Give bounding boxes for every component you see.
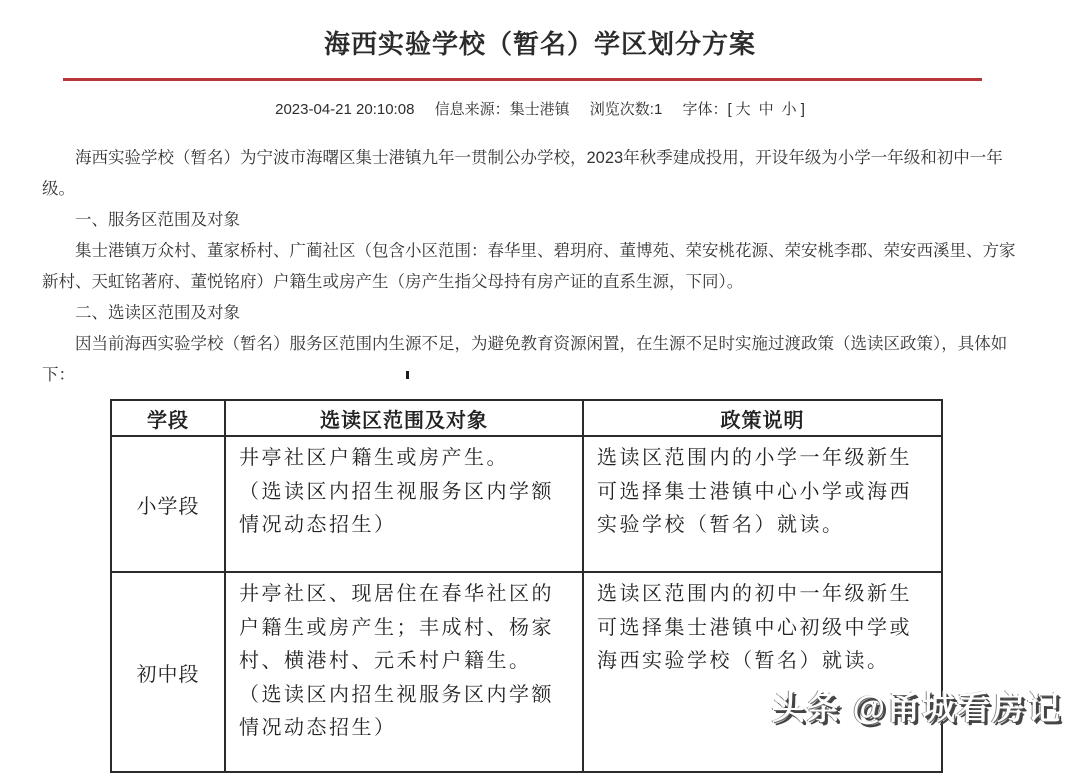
font-size-bracket-close: ] xyxy=(800,101,805,118)
font-size-large-link[interactable]: 大 xyxy=(735,101,751,118)
scope-note-primary: （选读区内招生视服务区内学额情况动态招生） xyxy=(239,480,554,536)
section-heading-service-area: 一、服务区范围及对象 xyxy=(75,211,240,229)
scope-note-junior: （选读区内招生视服务区内学额情况动态招生） xyxy=(239,683,554,739)
font-size-label: 字体：[ xyxy=(682,101,732,118)
table-header-stage: 学段 xyxy=(111,400,225,436)
stage-cell-primary: 小学段 xyxy=(111,436,225,572)
scope-cell-primary xyxy=(225,436,583,572)
font-size-switcher xyxy=(682,101,804,118)
view-count: 浏览次数:1 xyxy=(589,101,663,118)
scope-text-junior: 井亭社区、现居住在春华社区的户籍生或房产生；丰成村、杨家村、横港村、元禾村户籍生。 xyxy=(239,583,554,672)
font-size-small-link[interactable]: 小 xyxy=(781,101,797,118)
stray-mark xyxy=(406,371,409,379)
policy-cell-junior xyxy=(583,572,942,772)
info-source: 信息来源：集士港镇 xyxy=(434,101,570,118)
table-header-row xyxy=(111,400,942,436)
section-heading-optional-area: 二、选读区范围及对象 xyxy=(75,304,240,322)
font-size-medium-link[interactable]: 中 xyxy=(758,101,774,118)
page-title: 海西实验学校（暂名）学区划分方案 xyxy=(323,29,756,59)
table-header-policy: 政策说明 xyxy=(583,400,942,436)
table-header-scope: 选读区范围及对象 xyxy=(225,400,583,436)
policy-cell-primary xyxy=(583,436,942,572)
scope-text-primary: 井亭社区户籍生或房产生。 xyxy=(239,447,509,469)
table-row-junior xyxy=(111,572,942,772)
policy-text-junior: 选读区范围内的初中一年级新生可选择集士港镇中心初级中学或海西实验学校（暂名）就读。 xyxy=(597,583,912,672)
scope-cell-junior xyxy=(225,572,583,772)
policy-text-primary: 选读区范围内的小学一年级新生可选择集士港镇中心小学或海西实验学校（暂名）就读。 xyxy=(597,447,912,536)
watermark: 头条 @甬城看房记 xyxy=(771,689,1062,726)
publish-datetime: 2023-04-21 20:10:08 xyxy=(275,101,415,118)
table-row-primary xyxy=(111,436,942,572)
body-paragraph-service-area: 集士港镇万众村、董家桥村、广蔺社区（包含小区范围：春华里、碧玥府、董博苑、荣安桃花源、荣安桃李郡、荣安西溪里、方家新村、天虹铭著府、董悦铭府）户籍生或房产生（房产生指父母持有房产证的直系生源，下同）。 xyxy=(42,242,1016,291)
body-paragraph-intro: 海西实验学校（暂名）为宁波市海曙区集士港镇九年一贯制公办学校，2023年秋季建成投用，开设年级为小学一年级和初中一年级。 xyxy=(42,149,1003,198)
article-meta-bar xyxy=(0,98,1080,119)
stage-cell-junior: 初中段 xyxy=(111,572,225,772)
body-paragraph-optional-area: 因当前海西实验学校（暂名）服务区范围内生源不足，为避免教育资源闲置，在生源不足时实施过渡政策（选读区政策），具体如下： xyxy=(42,335,1008,384)
title-divider xyxy=(63,78,982,81)
article-body xyxy=(0,143,1080,391)
